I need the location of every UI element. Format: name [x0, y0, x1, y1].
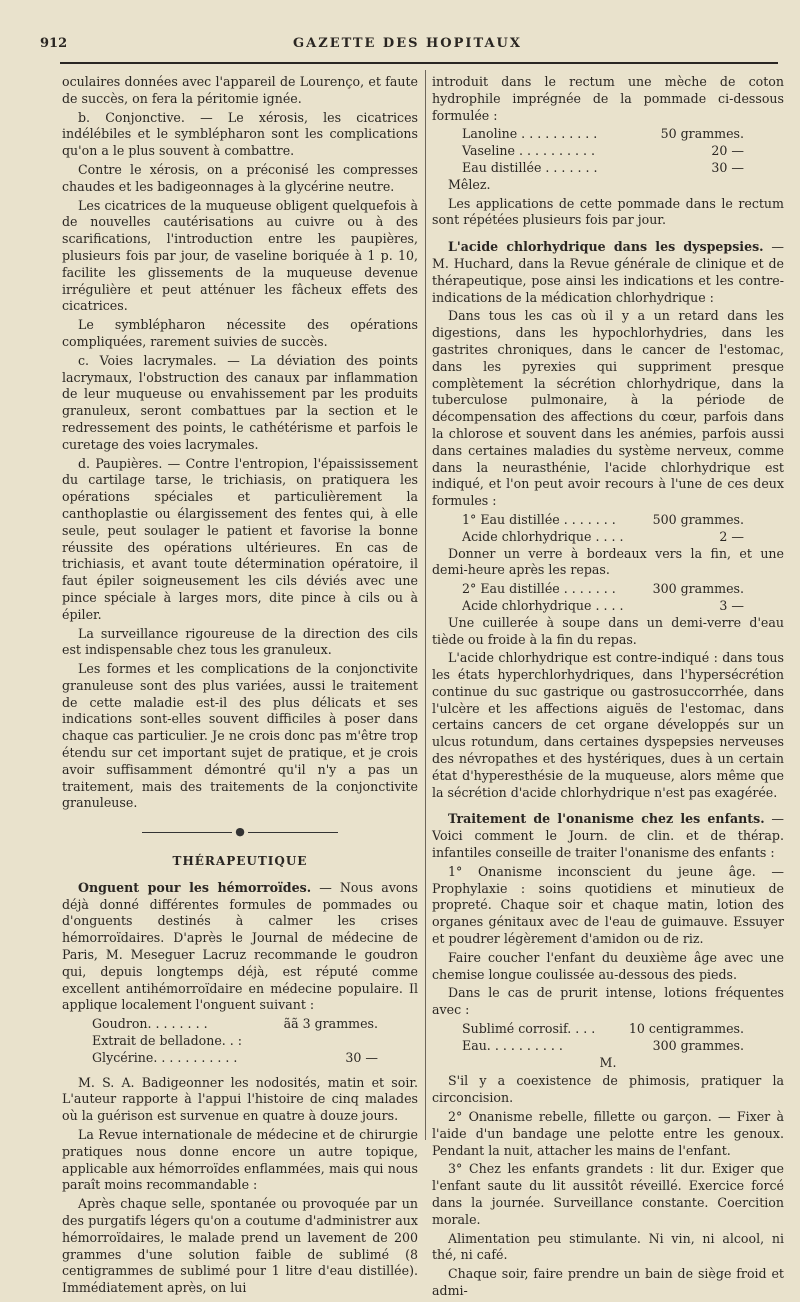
right-column — [432, 74, 784, 1302]
formula-line: Sublimé corrosif. . . . 10 centigrammes. — [462, 1021, 744, 1037]
formula-line: Glycérine. . . . . . . . . . . 30 — — [92, 1049, 378, 1065]
paragraph: introduit dans le rectum une mèche de coton hydrophile imprégnée de la pommade ci-dessous formulée : — [432, 74, 784, 123]
paragraph: S'il y a coexistence de phimosis, pratiquer la circoncision. — [432, 1073, 784, 1106]
paragraph-text: — Nous avons déjà donné différentes formules de pommades ou d'onguents destinés à calmer les crises hémorroïdaires. D'après le Journal de médecine de Paris, M. Meseguer Lacruz recommande le goudron qui, depuis longtemps déjà, est réputé comme excellent antihémorroïdaire en médecine populaire. Il applique localement l'onguent suivant : — [62, 879, 418, 1013]
formula-note: M. — [599, 1054, 617, 1070]
paragraph-text: — Voici comment le Journ. de clin. et de thérap. infantiles conseille de traiter l'onanisme des enfants : — [432, 811, 784, 861]
formula-note: Mêlez. — [448, 176, 491, 192]
paragraph-text: — M. Huchard, dans la Revue générale de clinique et de thérapeutique, pose ainsi les indications et les contre-indications de la médication chlorhydrique : — [432, 239, 784, 305]
paragraph: La surveillance rigoureuse de la direction des cils est indispensable chez tous les granuleux. — [62, 625, 418, 658]
section-title: THÉRAPEUTIQUE — [172, 854, 308, 869]
paragraph: Faire coucher l'enfant du deuxième âge avec une chemise longue coulissée au-dessous des pieds. — [432, 949, 784, 982]
formula-line: Lanoline . . . . . . . . . . 50 grammes. — [462, 126, 744, 142]
article-heading: L'acide chlorhydrique dans les dyspepsies. — [448, 239, 764, 255]
column-divider — [425, 70, 426, 1140]
paragraph: b. Conjonctive. — Le xérosis, les cicatrices indélébiles et le symblépharon sont les complications qu'on a le plus souvent à combattre. — [62, 109, 418, 159]
paragraph: M. S. A. Badigeonner les nodosités, matin et soir. L'auteur rapporte à l'appui l'histoire de cinq malades où la guérison est survenue en quatre à douze jours. — [62, 1074, 418, 1124]
formula-line: Eau distillée . . . . . . . 30 — — [462, 159, 744, 175]
formula-line: Goudron. . . . . . . . ãã 3 grammes. — [92, 1016, 378, 1032]
paragraph: Les formes et les complications de la conjonctivite granuleuse sont des plus variées, aussi le traitement de cette maladie est-il des plus délicats et ses indications sont-elles souvent difficiles à poser dans chaque cas particulier. Je ne crois donc pas m'être trop étendu sur cet important sujet de pratique, et je crois avoir suffisamment démontré qu'il n'y a pas un traitement, mais des traitements de la conjonctivite granuleuse. — [62, 661, 418, 811]
paragraph: Alimentation peu stimulante. Ni vin, ni alcool, ni thé, ni café. — [432, 1230, 784, 1263]
paragraph: oculaires données avec l'appareil de Lourenço, et faute de succès, on fera la péritomie ignée. — [62, 74, 418, 106]
paragraph: Donner un verre à bordeaux vers la fin, et une demi-heure après les repas. — [432, 545, 784, 578]
formula-line: 2° Eau distillée . . . . . . . 300 grammes. — [462, 581, 744, 597]
paragraph: Le symblépharon nécessite des opérations compliquées, rarement suivies de succès. — [62, 317, 418, 349]
formula-line: Eau. . . . . . . . . . 300 grammes. — [462, 1037, 744, 1053]
paragraph: Contre le xérosis, on a préconisé les compresses chaudes et les badigeonnages à la glycérine neutre. — [62, 161, 418, 194]
paragraph: 1° Onanisme inconscient du jeune âge. — Prophylaxie : soins quotidiens et minutieux de propreté. Chaque soir et chaque matin, lotion des organes génitaux avec de l'eau de guimauve. Essuyer et poudrer légèrement d'amidon ou de riz. — [432, 863, 784, 947]
paragraph: Chaque soir, faire prendre un bain de siège froid et admi- — [432, 1266, 784, 1298]
section-ornament: ● — [62, 824, 418, 841]
journal-title: GAZETTE DES HOPITAUX — [293, 36, 522, 51]
paragraph: La Revue internationale de médecine et de chirurgie pratiques nous donne encore un autre topique, applicable aux hémorroïdes enflammées, mais qui nous paraît moins recommandable : — [62, 1127, 418, 1193]
article-heading: Onguent pour les hémorroïdes. — [78, 879, 312, 895]
paragraph: Après chaque selle, spontanée ou provoquée par un des purgatifs légers qu'on a coutume d'administrer aux hémorroïdaires, le malade prend un lavement de 200 grammes d'une solution faible de sublimé (8 centigrammes de sublimé pour 1 litre d'eau distillée). Immédiatement après, on lui — [62, 1196, 418, 1296]
paragraph: c. Voies lacrymales. — La déviation des points lacrymaux, l'obstruction des canaux par inflammation de leur muqueuse ou envahissement par les produits granuleux, seront combattues par la section et le redressement des points, le cathétérisme et parfois le curetage des voies lacrymales. — [62, 352, 418, 452]
paragraph: d. Paupières. — Contre l'entropion, l'épaississement du cartilage tarse, le trichiasis, on pratiquera les opérations spéciales et particulièrement la canthoplastie ou élargissement des fentes qui, à elle seule, peut soulager le patient et favorise la bonne réussite des opérations ultérieures. En cas de trichiasis, et avant toute détermination opératoire, il faut épiler soigneusement les cils déviés avec une pince spéciale à larges mors, dite pince à cils ou à épiler. — [62, 455, 418, 622]
paragraph: Dans le cas de prurit intense, lotions fréquentes avec : — [432, 985, 784, 1018]
paragraph: 3° Chez les enfants grandets : lit dur. Exiger que l'enfant saute du lit aussitôt réveillé. Exercice forcé dans la journée. Surveillance constante. Coercition morale. — [432, 1161, 784, 1227]
page-number: 912 — [40, 36, 68, 51]
formula-line: 1° Eau distillée . . . . . . . 500 grammes. — [462, 511, 744, 527]
formula-line: Vaseline . . . . . . . . . . 20 — — [462, 143, 744, 159]
paragraph: 2° Onanisme rebelle, fillette ou garçon. — Fixer à l'aide d'un bandage une pelotte entre les genoux. Pendant la nuit, attacher les mains de l'enfant. — [432, 1109, 784, 1158]
header-rule — [60, 62, 778, 64]
formula-line: Acide chlorhydrique . . . . 2 — — [462, 528, 744, 544]
article-paragraph — [432, 811, 784, 861]
article-paragraph — [62, 880, 418, 1014]
paragraph: Une cuillerée à soupe dans un demi-verre d'eau tiède ou froide à la fin du repas. — [432, 614, 784, 647]
page-header — [40, 36, 775, 60]
article-heading: Traitement de l'onanisme chez les enfants. — [448, 811, 765, 827]
formula-line: Extrait de belladone. . : — [92, 1033, 243, 1049]
paragraph: Dans tous les cas où il y a un retard dans les digestions, dans les hypochlorhydries, dans les gastrites chroniques, dans le cancer de l'estomac, dans les pyrexies qui suppriment presque complètement la sécrétion chlorhydrique, dans la tuberculose pulmonaire, à la période de décompensation des affections du cœur, parfois dans la chlorose et souvent dans les anémies, parfois aussi dans certaines maladies du système nerveux, comme dans la neurasthénie, l'acide chlorhydrique est indiqué, et l'on peut avoir recours à l'une de ces deux formules : — [432, 308, 784, 509]
left-column — [62, 74, 418, 1299]
paragraph: Les applications de cette pommade dans le rectum sont répétées plusieurs fois par jour. — [432, 195, 784, 228]
article-paragraph — [432, 239, 784, 306]
paragraph: Les cicatrices de la muqueuse obligent quelquefois à de nouvelles cautérisations au cuivre ou à des scarifications, l'introduction entre les paupières, plusieurs fois par jour, de vaseline boriquée à 1 p. 10, facilite les glissements de la muqueuse devenue irrégulière et peut atténuer les fâcheux effets des cicatrices. — [62, 197, 418, 314]
paragraph: L'acide chlorhydrique est contre-indiqué : dans tous les états hyperchlorhydriques, dans l'hypersécrétion continue du suc gastrique ou gastrosuccorrhée, dans l'ulcère et les affections aiguës de l'estomac, dans certains cancers de cet organe développés sur un ulcus rotundum, dans certaines dyspepsies nerveuses des névropathes et des hystériques, dues à un certain état d'hyperesthésie de la muqueuse, alors même que la sécrétion d'acide chlorhydrique n'est pas exagérée. — [432, 650, 784, 800]
formula-line: Acide chlorhydrique . . . . 3 — — [462, 597, 744, 613]
